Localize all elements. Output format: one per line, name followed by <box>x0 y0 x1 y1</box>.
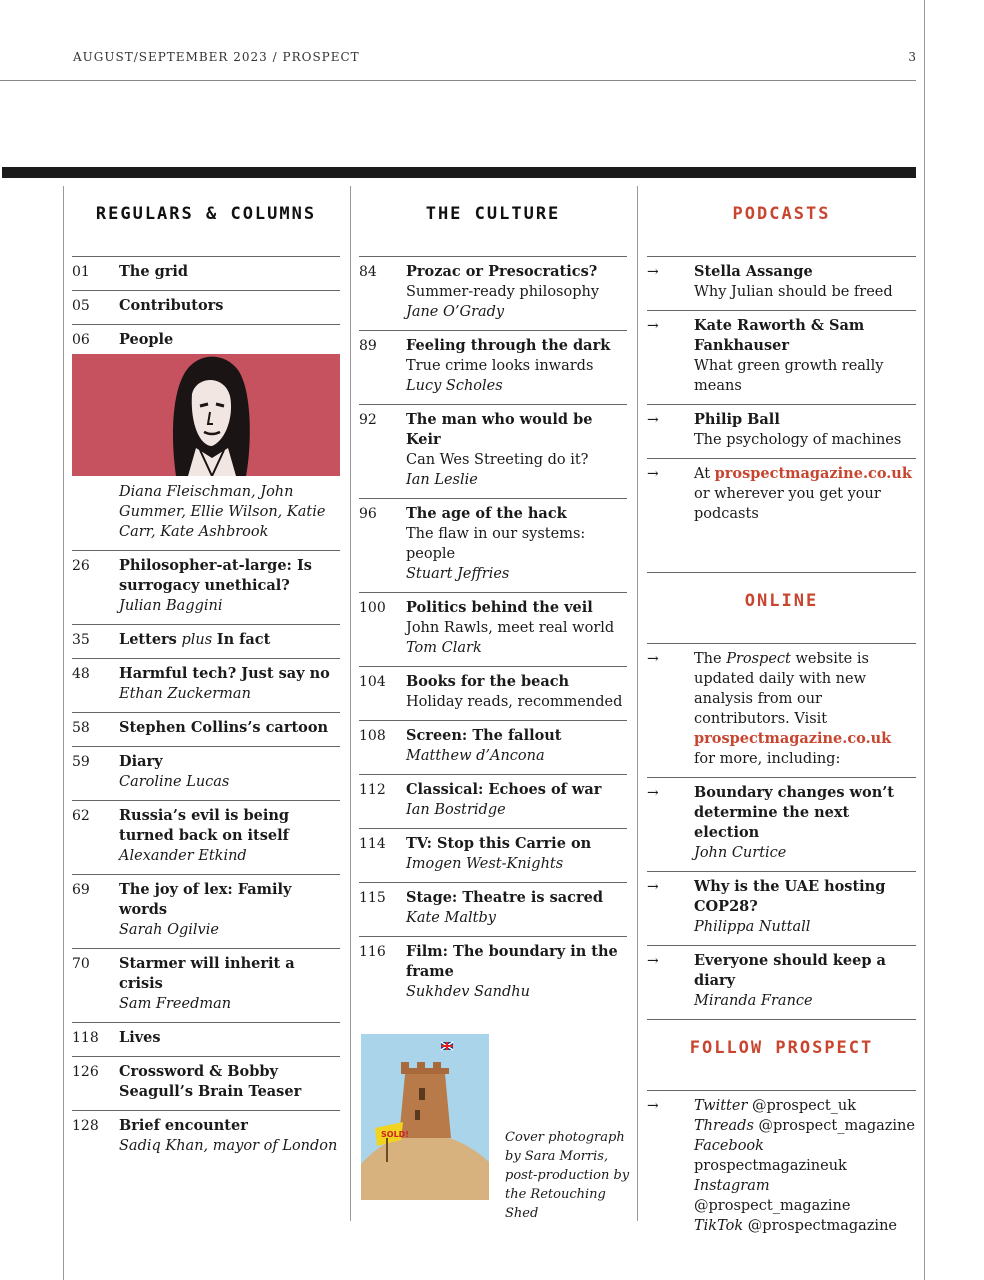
toc-entry[interactable] <box>359 883 627 937</box>
platform-name: TikTok <box>694 1218 744 1234</box>
page-num: 69 <box>72 882 90 898</box>
page-num: 35 <box>72 632 90 648</box>
entry-title: People <box>119 331 174 348</box>
entry-title: Harmful tech? Just say no <box>119 665 330 682</box>
podcast-item[interactable] <box>647 405 916 459</box>
entry-title: Diary <box>119 753 163 770</box>
toc-entry[interactable] <box>72 801 340 875</box>
platform-name: Instagram <box>694 1178 770 1194</box>
page-number: 3 <box>908 50 916 64</box>
toc-entry[interactable] <box>72 291 340 325</box>
entry-title: Classical: Echoes of war <box>406 781 602 798</box>
platform-handle: @prospect_magazine <box>758 1118 915 1134</box>
entry-author: Sukhdev Sandhu <box>406 984 530 1000</box>
toc-entry[interactable] <box>72 1057 340 1111</box>
follow-link[interactable] <box>694 1176 916 1216</box>
website-link[interactable]: prospectmagazine.co.uk <box>714 465 912 482</box>
entry-title <box>119 630 340 650</box>
entry-author: Stuart Jeffries <box>406 566 510 582</box>
online-item[interactable] <box>647 778 916 872</box>
arrow-icon: → <box>647 412 659 428</box>
online-heading: ONLINE <box>647 573 916 644</box>
portrait-face-icon <box>166 354 254 476</box>
podcast-listen <box>647 459 916 573</box>
cover-image <box>361 1034 489 1200</box>
toc-entry[interactable] <box>72 747 340 801</box>
cover-caption: Cover photograph by Sara Morris, post-production by the Retouching Shed <box>505 1130 630 1221</box>
entry-author: Alexander Etkind <box>119 848 247 864</box>
platform-handle: @prospect_magazine <box>694 1198 851 1214</box>
podcast-item[interactable] <box>647 257 916 311</box>
media-column <box>647 186 916 1244</box>
entry-title: The grid <box>119 263 189 280</box>
page-num: 59 <box>72 754 90 770</box>
entry-author: Kate Maltby <box>406 910 496 926</box>
regulars-column <box>72 186 340 1164</box>
page-num: 104 <box>359 674 386 690</box>
sandcastle-icon <box>361 1034 489 1200</box>
intro-b: website is updated daily with new analysis from our contributors. Visit <box>694 651 869 727</box>
page-num: 62 <box>72 808 90 824</box>
page-num: 100 <box>359 600 386 616</box>
header-rule <box>0 80 916 81</box>
cover-block <box>359 1010 630 1221</box>
entry-sub: Can Wes Streeting do it? <box>406 452 589 468</box>
page-num: 112 <box>359 782 386 798</box>
arrow-icon: → <box>647 953 659 969</box>
entry-title: Books for the beach <box>406 673 570 690</box>
entry-sub: Holiday reads, recommended <box>406 694 623 710</box>
follow-links <box>647 1091 916 1244</box>
issue-line: AUGUST/SEPTEMBER 2023 / PROSPECT <box>73 50 360 64</box>
platform-handle: prospectmagazineuk <box>694 1158 847 1174</box>
toc-entry[interactable] <box>72 257 340 291</box>
people-names: Diana Fleischman, John Gummer, Ellie Wilson, Katie Carr, Kate Ashbrook <box>119 484 326 540</box>
divider-right <box>637 186 638 1221</box>
entry-author: Caroline Lucas <box>119 774 230 790</box>
follow-link[interactable] <box>694 1096 916 1116</box>
toc-entry[interactable] <box>359 331 627 405</box>
toc-entry[interactable] <box>359 499 627 593</box>
page-num: 58 <box>72 720 90 736</box>
follow-link[interactable] <box>694 1116 916 1136</box>
toc-entry-people[interactable] <box>72 325 340 551</box>
podcast-title: Kate Raworth & Sam Fankhauser <box>694 317 865 354</box>
entry-title: Feeling through the dark <box>406 337 611 354</box>
entry-title: Brief encounter <box>119 1117 248 1134</box>
entry-author: Sarah Ogilvie <box>119 922 219 938</box>
platform-handle: @prospect_uk <box>751 1098 857 1114</box>
page-num: 01 <box>72 264 90 280</box>
toc-entry[interactable] <box>72 1023 340 1057</box>
toc-entry[interactable] <box>359 257 627 331</box>
letters-title: Letters <box>119 631 177 648</box>
entry-title: Screen: The fallout <box>406 727 562 744</box>
podcast-title: Stella Assange <box>694 263 813 280</box>
toc-entry[interactable] <box>72 1111 340 1164</box>
toc-entry[interactable] <box>359 593 627 667</box>
divider-middle <box>350 186 351 1221</box>
online-author: John Curtice <box>694 845 787 861</box>
online-item[interactable] <box>647 872 916 946</box>
contents-bar <box>2 167 916 178</box>
entry-title: The man who would be Keir <box>406 411 593 448</box>
entry-title: Stephen Collins’s cartoon <box>119 719 329 736</box>
entry-title: The age of the hack <box>406 505 567 522</box>
divider-left <box>63 186 64 1280</box>
page-num: 114 <box>359 836 386 852</box>
page-num: 128 <box>72 1118 99 1134</box>
online-title: Boundary changes won’t determine the next election <box>694 784 894 841</box>
podcast-sub: Why Julian should be freed <box>694 284 893 300</box>
platform-name: Threads <box>694 1118 754 1134</box>
intro-c: for more, including: <box>694 751 841 767</box>
entry-title: Philosopher-at-large: Is surrogacy unethical? <box>119 557 312 594</box>
sold-sign-text: SOLD! <box>381 1130 409 1139</box>
follow-heading: FOLLOW PROSPECT <box>647 1020 916 1091</box>
intro-a: The <box>694 651 722 667</box>
arrow-icon: → <box>647 264 659 280</box>
online-author: Philippa Nuttall <box>694 919 811 935</box>
arrow-icon: → <box>647 785 659 801</box>
entry-title: Crossword & Bobby Seagull’s Brain Teaser <box>119 1063 302 1100</box>
entry-title: Russia’s evil is being turned back on itself <box>119 807 290 844</box>
listen-pre: At <box>694 466 711 482</box>
listen-post: or wherever you get your podcasts <box>694 486 881 522</box>
entry-title: Politics behind the veil <box>406 599 593 616</box>
people-portrait-image <box>72 354 340 476</box>
toc-entry[interactable] <box>72 625 340 659</box>
podcast-item[interactable] <box>647 311 916 405</box>
toc-entry[interactable] <box>72 949 340 1023</box>
page-num: 70 <box>72 956 90 972</box>
page-num: 115 <box>359 890 386 906</box>
online-title: Everyone should keep a diary <box>694 952 886 989</box>
page-num: 108 <box>359 728 386 744</box>
online-intro-text <box>694 649 916 769</box>
platform-name: Twitter <box>694 1098 748 1114</box>
entry-author: Julian Baggini <box>119 598 223 614</box>
entry-author: Jane O’Grady <box>406 304 505 320</box>
website-link[interactable]: prospectmagazine.co.uk <box>694 730 892 747</box>
page-num: 96 <box>359 506 377 522</box>
entry-title: Contributors <box>119 297 224 314</box>
podcasts-heading: PODCASTS <box>647 186 916 257</box>
follow-link[interactable] <box>694 1136 916 1176</box>
toc-entry[interactable] <box>359 829 627 883</box>
entry-author: Sam Freedman <box>119 996 232 1012</box>
entry-author: Matthew d’Ancona <box>406 748 545 764</box>
platform-name: Facebook <box>694 1138 764 1154</box>
toc-entry[interactable] <box>72 659 340 713</box>
arrow-icon: → <box>647 318 659 334</box>
page-num: 05 <box>72 298 90 314</box>
culture-column <box>359 186 630 1221</box>
arrow-icon: → <box>647 879 659 895</box>
toc-entry[interactable] <box>72 713 340 747</box>
entry-title: Lives <box>119 1029 161 1046</box>
entry-title: Prozac or Presocratics? <box>406 263 598 280</box>
entry-author: Tom Clark <box>406 640 482 656</box>
online-item[interactable] <box>647 946 916 1020</box>
toc-entry[interactable] <box>359 937 627 1010</box>
entry-title: The joy of lex: Family words <box>119 881 292 918</box>
page-num: 48 <box>72 666 90 682</box>
entry-author: Ian Bostridge <box>406 802 506 818</box>
entry-title: Starmer will inherit a crisis <box>119 955 295 992</box>
listen-text <box>694 464 916 524</box>
regulars-heading: REGULARS & COLUMNS <box>72 186 340 257</box>
page-num: 89 <box>359 338 377 354</box>
online-title: Why is the UAE hosting COP28? <box>694 878 886 915</box>
toc-entry[interactable] <box>72 551 340 625</box>
intro-em: Prospect <box>726 651 791 667</box>
entry-author: Lucy Scholes <box>406 378 503 394</box>
page-num: 118 <box>72 1030 99 1046</box>
page-num: 06 <box>72 332 90 348</box>
page-num: 116 <box>359 944 386 960</box>
page-num: 92 <box>359 412 377 428</box>
entry-sub: The flaw in our systems: people <box>406 526 586 562</box>
entry-author: Ian Leslie <box>406 472 478 488</box>
arrow-icon: → <box>647 1098 659 1114</box>
culture-heading: THE CULTURE <box>359 186 627 257</box>
entry-author: Imogen West-Knights <box>406 856 564 872</box>
page-edge <box>924 0 925 1280</box>
toc-entry[interactable] <box>359 667 627 721</box>
platform-handle: @prospectmagazine <box>747 1218 897 1234</box>
page-num: 26 <box>72 558 90 574</box>
toc-entry[interactable] <box>359 405 627 499</box>
entry-sub: True crime looks inwards <box>406 358 594 374</box>
entry-title: Stage: Theatre is sacred <box>406 889 604 906</box>
page-num: 126 <box>72 1064 99 1080</box>
entry-author: Ethan Zuckerman <box>119 686 251 702</box>
page-num: 84 <box>359 264 377 280</box>
online-intro <box>647 644 916 778</box>
arrow-icon: → <box>647 651 659 667</box>
entry-sub: Summer-ready philosophy <box>406 284 600 300</box>
podcast-sub: What green growth really means <box>694 358 884 394</box>
infact-title: In fact <box>216 631 271 648</box>
toc-entry[interactable] <box>72 875 340 949</box>
entry-title: Film: The boundary in the frame <box>406 943 618 980</box>
online-author: Miranda France <box>694 993 813 1009</box>
entry-title: TV: Stop this Carrie on <box>406 835 592 852</box>
plus-word: plus <box>181 632 213 648</box>
arrow-icon: → <box>647 466 659 482</box>
entry-sub: John Rawls, meet real world <box>406 620 615 636</box>
podcast-sub: The psychology of machines <box>694 432 902 448</box>
podcast-title: Philip Ball <box>694 411 780 428</box>
entry-author: Sadiq Khan, mayor of London <box>119 1138 338 1154</box>
follow-link[interactable] <box>694 1216 916 1236</box>
toc-entry[interactable] <box>359 721 627 775</box>
toc-entry[interactable] <box>359 775 627 829</box>
